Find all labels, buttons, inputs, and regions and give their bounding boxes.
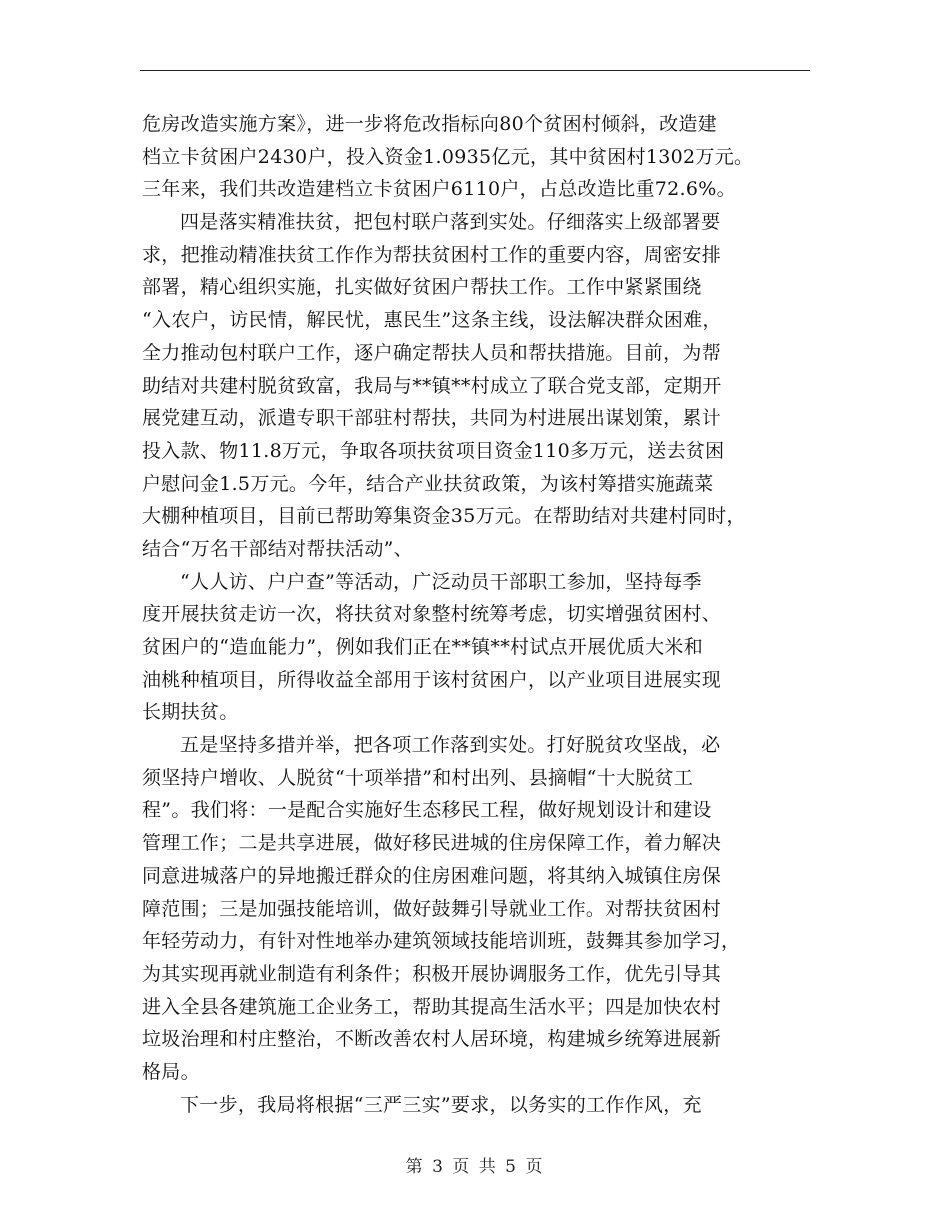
text-line: 同意进城落户的异地搬迁群众的住房困难问题，将其纳入城镇住房保 [142,864,722,887]
document-body [142,108,822,1121]
text-line: 管理工作；二是共享进展，做好移民进城的住房保障工作，着力解决 [142,832,722,855]
text-line: 投入款、物11.8万元，争取各项扶贫项目资金110多万元，送去贫困 [142,439,725,462]
text-line: “入农户，访民情，解民忧，惠民生”这条主线，设法解决群众困难， [142,309,722,332]
text-line: 危房改造实施方案》，进一步将危改指标向80个贫困村倾斜，改造建 [142,113,717,135]
text-line: 年轻劳动力，有针对性地举办建筑领域技能培训班，鼓舞其参加学习， [142,930,741,953]
text-line: 展党建互动，派遣专职干部驻村帮扶，共同为村进展出谋划策，累计 [142,407,722,430]
paragraph-start-line: 五是坚持多措并举，把各项工作落到实处。打好脱贫攻坚战，必 [180,734,721,757]
text-line: 求，把推动精准扶贫工作作为帮扶贫困村工作的重要内容，周密安排 [142,243,722,266]
header-rule [140,70,810,71]
paragraph-start-line: “人人访、户户查”等活动，广泛动员干部职工参加，坚持每季 [180,570,702,593]
paragraph-start-line: 四是落实精准扶贫，把包村联户落到实处。仔细落实上级部署要 [180,211,721,234]
text-line: 须坚持户增收、人脱贫“十项举措”和村出列、县摘帽“十大脱贫工 [142,766,694,789]
text-line: 油桃种植项目，所得收益全部用于该村贫困户，以产业项目进展实现 [142,668,722,691]
text-line: 垃圾治理和村庄整治，不断改善农村人居环境，构建城乡统筹进展新 [142,1028,722,1051]
text-line: 长期扶贫。 [142,701,239,724]
text-line: 助结对共建村脱贫致富，我局与**镇**村成立了联合党支部，定期开 [142,374,722,397]
text-line: 三年来，我们共改造建档立卡贫困户6110户，占总改造比重72.6%。 [142,178,736,201]
text-line: 程”。我们将：一是配合实施好生态移民工程，做好规划设计和建设 [142,799,712,822]
paragraph-start-line: 下一步，我局将根据“三严三实”要求，以务实的工作作风，充 [180,1093,702,1116]
text-line: 为其实现再就业制造有利条件；积极开展协调服务工作，优先引导其 [142,962,722,985]
text-line: 进入全县各建筑施工企业务工，帮助其提高生活水平；四是加快农村 [142,995,722,1018]
page-number-footer: 第 3 页 共 5 页 [405,1157,545,1177]
text-line: 档立卡贫困户2430户，投入资金1.0935亿元，其中贫困村1302万元。 [142,145,754,168]
text-line: 度开展扶贫走访一次，将扶贫对象整村统筹考虑，切实增强贫困村、 [142,603,722,626]
text-line: 障范围；三是加强技能培训，做好鼓舞引导就业工作。对帮扶贫困村 [142,897,722,920]
text-line: 大棚种植项目，目前已帮助筹集资金35万元。在帮助结对共建村同时， [142,505,746,528]
text-line: 贫困户的“造血能力”，例如我们正在**镇**村试点开展优质大米和 [142,636,704,658]
text-line: 格局。 [142,1060,200,1083]
text-line: 结合“万名干部结对帮扶活动”、 [142,537,413,560]
text-line: 全力推动包村联户工作，逐户确定帮扶人员和帮扶措施。目前，为帮 [142,341,722,364]
text-line: 部署，精心组织实施，扎实做好贫困户帮扶工作。工作中紧紧围绕 [142,276,702,299]
text-line: 户慰问金1.5万元。今年，结合产业扶贫政策，为该村筹措实施蔬菜 [142,472,714,495]
